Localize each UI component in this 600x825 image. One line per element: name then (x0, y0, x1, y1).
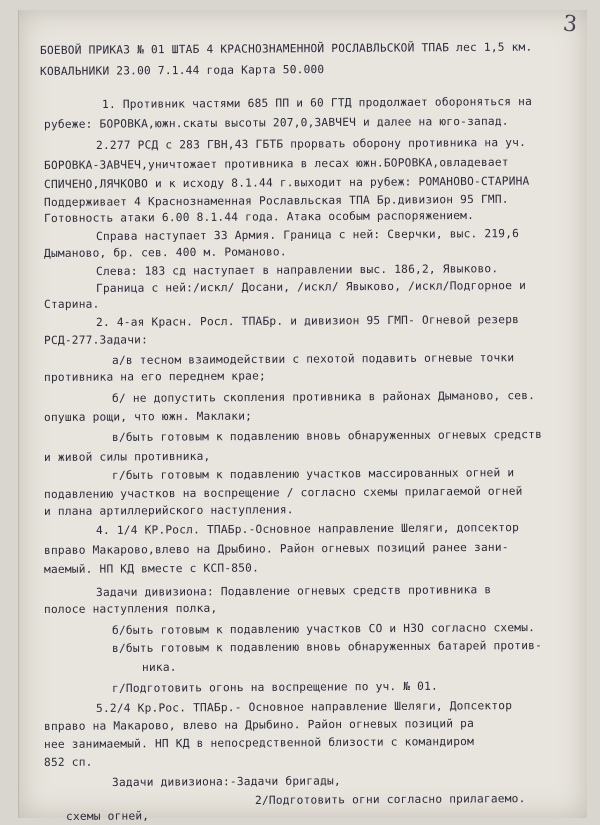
text-line: нее занимаемый. НП КД в непосредственной близости с командиром (43, 734, 475, 751)
text-line: 5.2/4 Кр.Рос. ТПАБр.- Основное направление Шеляги, Допсектор (95, 699, 513, 715)
text-line: вправо Макарово,влево на Дрыбино. Район огневых позиций ранее зани- (43, 540, 509, 557)
header-line: БОЕВОЙ ПРИКАЗ № 01 ШТАБ 4 КРАСНОЗНАМЕННОЙ РОСЛАВЛЬСКОЙ ТПАБ лес 1,5 км. (39, 40, 533, 57)
text-line: 2.277 РСД с 283 ГВН,43 ГБТБ прорвать оборону противника на уч. (95, 135, 527, 152)
header-line: КОВАЛЬНИКИ 23.00 7.1.44 года Карта 50.000 (39, 63, 325, 78)
text-line: Старина. (43, 297, 100, 311)
text-line: подавлению участков на воспрещение / согласно схемы прилагаемой огней (43, 484, 523, 501)
text-line: 2/Подготовить огни согласно прилагаемо. (254, 792, 526, 807)
text-line: полосе наступления полка, (43, 601, 218, 616)
text-line: Слева: 183 сд наступает в направлении выс. 186,2, Явыково. (95, 262, 499, 278)
text-line: и живой силы противника, (43, 449, 211, 464)
text-line: Задачи дивизиона: Подавление огневых средств противника в (95, 583, 492, 599)
text-line: 1. Противник частями 685 ПП и 60 ГТД продолжает обороняться на (101, 94, 533, 111)
text-line: и плана артиллерийского наступления. (43, 503, 294, 518)
text-line: маемый. НП КД вместе с КСП-850. (43, 561, 260, 576)
text-line: а/в тесном взаимодействии с пехотой подавить огневые точки (111, 351, 515, 367)
text-line: Поддерживает 4 Краснознаменная Рославльская ТПА Бр.дивизион 95 ГМП. (43, 192, 509, 209)
text-line: б/быть готовым к подавлению участков СО и НЗО согласно схемы. (111, 621, 536, 637)
text-line: СПИЧЕНО,ЛЯЧКОВО и к исходу 8.1.44 г.выходит на рубеж: РОМАНОВО-СТАРИНА (43, 174, 530, 191)
text-line: в/быть готовым к подавлению вновь обнаруженных батарей против- (111, 638, 543, 655)
text-line: противника на его переднем крае; (43, 369, 266, 384)
text-line: опушка рощи, что южн. Маклаки; (43, 409, 253, 424)
text-line: ника. (141, 660, 177, 674)
text-line: рубеже: БОРОВКА,южн.скаты высоты 207,0,ЗАВЧЕЧ и далее на юго-запад. (43, 114, 509, 131)
text-line: в/быть готовым к подавлению вновь обнаруженных огневых средств (111, 427, 543, 444)
text-line: б/ не допустить скопления противника в районах Дыманово, сев. (111, 389, 536, 405)
text-line: БОРОВКА-ЗАВЧЕЧ,уничтожает противника в лесах южн.БОРОВКА,овладевает (43, 155, 509, 172)
text-line: схемы огней, (65, 809, 150, 823)
text-line: г/быть готовым к подавлению участков массированных огней и (111, 466, 515, 482)
page-number: 3 (561, 11, 579, 38)
text-line: Граница с ней:/искл/ Досани, /искл/ Явыково, /искл/Подгорное и (95, 278, 527, 295)
text-line: Задачи дивизиона:-Задачи бригады, (111, 774, 341, 789)
text-line: Дыманово, бр. сев. 400 м. Романово. (43, 245, 287, 260)
text-line: 4. 1/4 КР.Росл. ТПАБр.-Основное направление Шеляги, допсектор (95, 521, 520, 537)
text-line: 852 сп. (43, 755, 93, 769)
text-line: г/Подготовить огонь на воспрещение по уч. № 01. (111, 679, 439, 695)
text-line: 2. 4-ая Красн. Росл. ТПАБр. и дивизион 95 ГМП- Огневой резерв (95, 313, 520, 329)
text-line: вправо на Макарово, влево на Дрыбино. Район огневых позиций ра (43, 716, 475, 733)
text-line: Готовность атаки 6.00 8.1.44 года. Атака особым распоряжением. (43, 208, 475, 225)
text-line: Справа наступает 33 Армия. Граница с ней: Сверчки, выс. 219,6 (95, 227, 520, 243)
text-line: РСД-277.Задачи: (43, 333, 149, 347)
